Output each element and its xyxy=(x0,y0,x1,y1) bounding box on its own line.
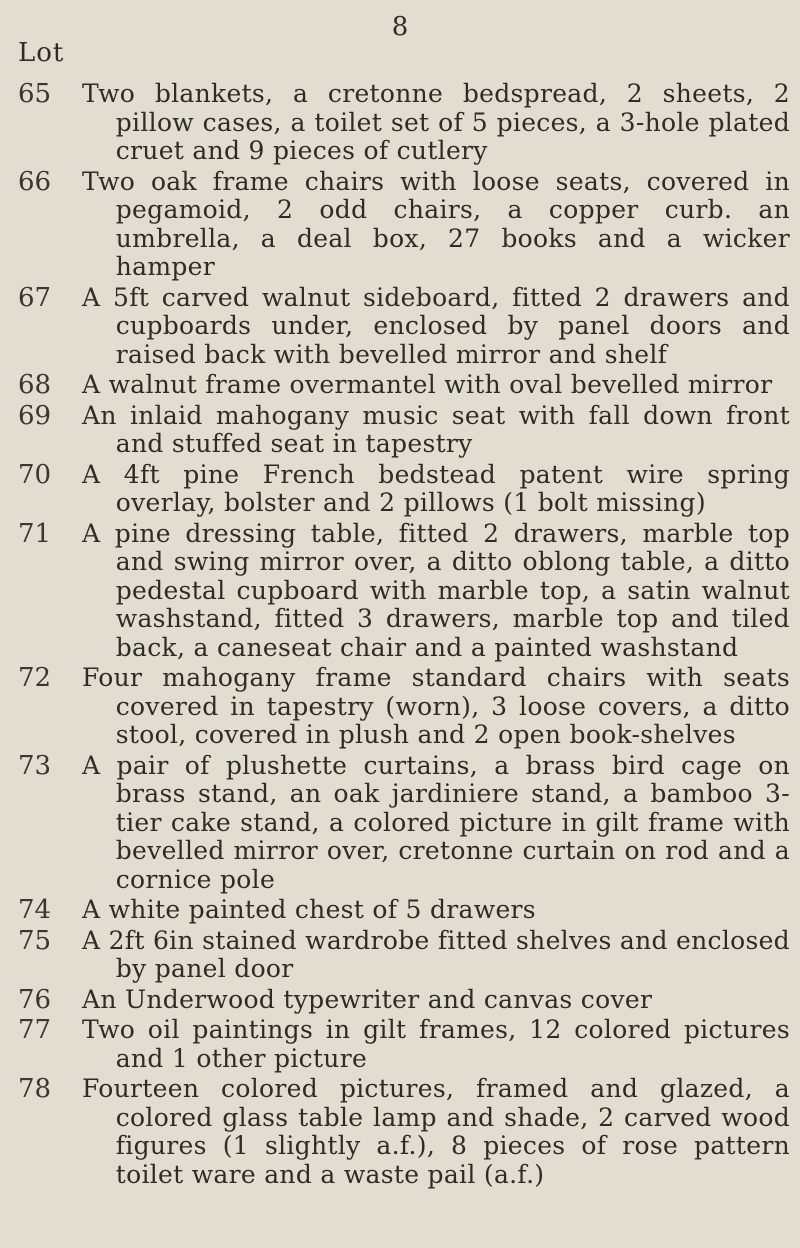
lot-description: A 4ft pine French bedstead patent wire spring overlay, bolster and 2 pillows (1 bolt missing) xyxy=(82,459,790,517)
lot-entry xyxy=(18,284,790,370)
lot-description: Fourteen colored pictures, framed and glazed, a colored glass table lamp and shade, 2 carved wood figures (1 slightly a.f.), 8 pieces of rose pattern toilet ware and a waste pail (a.f.) xyxy=(82,1074,790,1189)
lot-number: 71 xyxy=(18,518,52,549)
lot-number: 77 xyxy=(18,1015,52,1045)
lot-entry xyxy=(18,927,790,984)
lot-number: 73 xyxy=(18,750,52,781)
lot-description: A 5ft carved walnut sideboard, fitted 2 drawers and cupboards under, enclosed by panel doors and raised back with bevelled mirror and shelf xyxy=(82,282,790,369)
lot-description: Two blankets, a cretonne bedspread, 2 sheets, 2 pillow cases, a toilet set of 5 pieces, a 3-hole plated cruet and 9 pieces of cutlery xyxy=(82,79,790,165)
lot-entry xyxy=(18,1075,790,1189)
lot-description: Two oil paintings in gilt frames, 12 colored pictures and 1 other picture xyxy=(82,1015,790,1073)
lot-number: 74 xyxy=(18,895,52,925)
lot-entry xyxy=(18,520,790,663)
lot-entry xyxy=(18,896,790,925)
lot-entry xyxy=(18,168,790,282)
lot-number: 68 xyxy=(18,370,52,400)
lot-number: 76 xyxy=(18,984,52,1015)
lot-entry xyxy=(18,80,790,166)
lot-description: Two oak frame chairs with loose seats, covered in pegamoid, 2 odd chairs, a copper curb. an umbrella, a deal box, 27 books and a wicker hamper xyxy=(82,166,790,281)
lot-number: 65 xyxy=(18,79,52,109)
lot-column-header: Lot xyxy=(18,38,65,68)
lot-entry xyxy=(18,752,790,895)
lot-description: A white painted chest of 5 drawers xyxy=(82,895,536,924)
lot-entry xyxy=(18,461,790,518)
lot-entry xyxy=(18,371,790,400)
lot-number: 75 xyxy=(18,925,52,956)
lot-number: 66 xyxy=(18,166,52,197)
lot-description: Four mahogany frame standard chairs with seats covered in tapestry (worn), 3 loose covers, a ditto stool, covered in plush and 2 open book-shelves xyxy=(82,663,790,749)
lot-number: 69 xyxy=(18,400,52,431)
lot-number: 70 xyxy=(18,459,52,490)
lot-description: A pine dressing table, fitted 2 drawers, marble top and swing mirror over, a ditto oblong table, a ditto pedestal cupboard with marble top, a satin walnut washstand, fitted 3 drawers, marble top and tiled back, a caneseat chair and a painted washstand xyxy=(82,518,790,662)
lot-description: A walnut frame overmantel with oval bevelled mirror xyxy=(82,370,773,399)
lot-description: An Underwood typewriter and canvas cover xyxy=(82,984,653,1014)
lot-number: 78 xyxy=(18,1074,52,1104)
lot-number: 67 xyxy=(18,282,52,313)
lot-entry xyxy=(18,402,790,459)
lot-description: A pair of plushette curtains, a brass bird cage on brass stand, an oak jardiniere stand, a bamboo 3-tier cake stand, a colored picture in gilt frame with bevelled mirror over, cretonne curtain on rod and a cornice pole xyxy=(82,750,790,894)
lot-number: 72 xyxy=(18,663,52,693)
lot-entry xyxy=(18,986,790,1015)
lot-entry xyxy=(18,664,790,750)
page-number: 8 xyxy=(391,12,409,42)
lot-list xyxy=(18,80,790,1191)
lot-description: An inlaid mahogany music seat with fall down front and stuffed seat in tapestry xyxy=(82,400,790,458)
lot-description: A 2ft 6in stained wardrobe fitted shelves and enclosed by panel door xyxy=(82,925,790,983)
lot-entry xyxy=(18,1016,790,1073)
